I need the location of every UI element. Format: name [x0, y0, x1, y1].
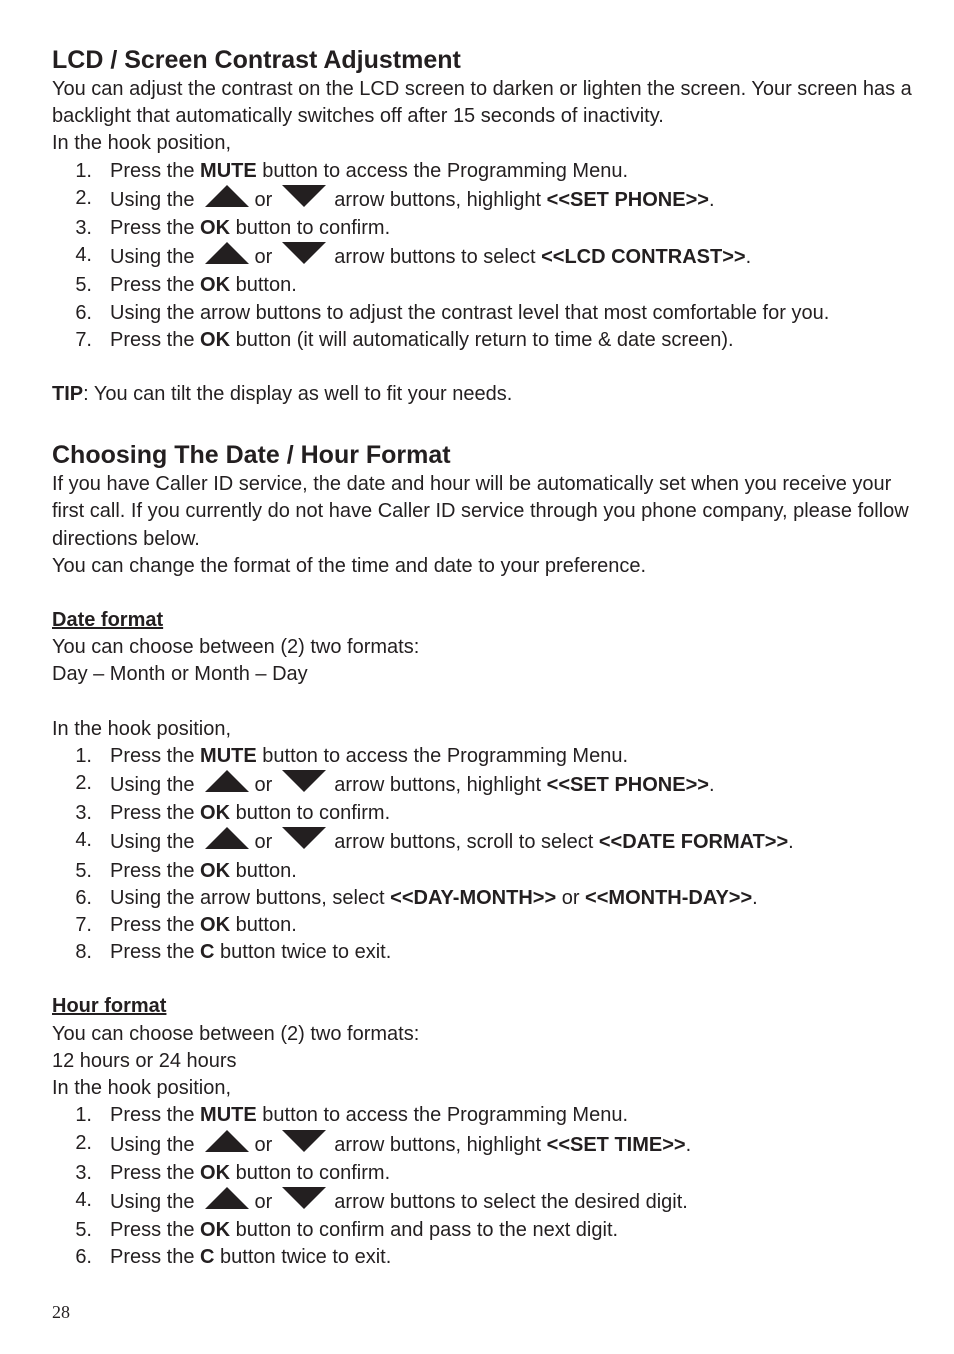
- mute-button-label: MUTE: [200, 744, 257, 767]
- list-item: 6. Using the arrow buttons, select <<DAY-MONTH>> or <<MONTH-DAY>>.: [52, 885, 912, 912]
- step-number: 4.: [75, 1188, 92, 1211]
- date-hour-section-title: Choosing The Date / Hour Format: [52, 441, 451, 470]
- step-number: 6.: [75, 886, 92, 909]
- step-number: 4.: [75, 244, 92, 267]
- list-item: 1. Press the MUTE button to access the Programming Menu.: [52, 1102, 912, 1129]
- list-item: 2. Using the or arrow buttons, highlight <<SET PHONE>>.: [52, 770, 912, 800]
- date-format-menu-label: <<DATE FORMAT>>: [598, 831, 789, 854]
- tip-label: TIP: [52, 383, 84, 406]
- up-arrow-icon: [205, 1187, 249, 1217]
- lcd-contrast-menu-label: <<LCD CONTRAST>>: [541, 246, 746, 269]
- step-number: 2.: [75, 772, 92, 795]
- step-number: 5.: [75, 274, 92, 297]
- hour-format-line-2: 12 hours or 24 hours: [52, 1049, 237, 1072]
- step-number: 4.: [75, 829, 92, 852]
- list-item: 5. Press the OK button to confirm and pass to the next digit.: [52, 1217, 912, 1244]
- step-number: 7.: [75, 328, 92, 351]
- step-number: 2.: [75, 1131, 92, 1154]
- ok-button-label: OK: [200, 274, 231, 297]
- list-item: 6. Using the arrow buttons to adjust the contrast level that most comfortable for you.: [52, 300, 912, 327]
- mute-button-label: MUTE: [200, 159, 257, 182]
- list-item: 3. Press the OK button to confirm.: [52, 215, 912, 242]
- down-arrow-icon: [282, 242, 326, 272]
- c-button-label: C: [200, 1246, 215, 1269]
- list-item: 4. Using the or arrow buttons to select the desired digit.: [52, 1187, 912, 1217]
- down-arrow-icon: [282, 770, 326, 800]
- up-arrow-icon: [205, 185, 249, 215]
- step-number: 3.: [75, 802, 92, 825]
- set-time-menu-label: <<SET TIME>>: [546, 1133, 686, 1156]
- step-number: 3.: [75, 1161, 92, 1184]
- date-format-line-1: You can choose between (2) two formats:: [52, 636, 420, 659]
- step-number: 6.: [75, 301, 92, 324]
- lcd-steps-list: [52, 158, 912, 354]
- set-phone-menu-label: <<SET PHONE>>: [546, 188, 709, 211]
- step-number: 2.: [75, 186, 92, 209]
- step-number: 1.: [75, 744, 92, 767]
- list-item: 7. Press the OK button (it will automatically return to time & date screen).: [52, 327, 912, 354]
- down-arrow-icon: [282, 827, 326, 857]
- down-arrow-icon: [282, 185, 326, 215]
- list-item: 2. Using the or arrow buttons, highlight <<SET TIME>>.: [52, 1130, 912, 1160]
- list-item: 1. Press the MUTE button to access the Programming Menu.: [52, 158, 912, 185]
- hour-format-line-1: You can choose between (2) two formats:: [52, 1022, 420, 1045]
- list-item: 5. Press the OK button.: [52, 272, 912, 299]
- up-arrow-icon: [205, 1130, 249, 1160]
- list-item: 6. Press the C button twice to exit.: [52, 1244, 912, 1271]
- step-number: 5.: [75, 859, 92, 882]
- down-arrow-icon: [282, 1187, 326, 1217]
- ok-button-label: OK: [200, 914, 231, 937]
- up-arrow-icon: [205, 770, 249, 800]
- month-day-option-label: <<MONTH-DAY>>: [585, 886, 753, 909]
- ok-button-label: OK: [200, 859, 231, 882]
- list-item: 3. Press the OK button to confirm.: [52, 800, 912, 827]
- lcd-hook-text: In the hook position,: [52, 132, 232, 155]
- list-item: 3. Press the OK button to confirm.: [52, 1160, 912, 1187]
- list-item: 4. Using the or arrow buttons to select <<LCD CONTRAST>>.: [52, 242, 912, 272]
- lcd-section-title: LCD / Screen Contrast Adjustment: [52, 46, 461, 74]
- step-number: 1.: [75, 159, 92, 182]
- step-number: 8.: [75, 941, 92, 964]
- step-number: 6.: [75, 1246, 92, 1269]
- down-arrow-icon: [282, 1130, 326, 1160]
- hour-format-hook-text: In the hook position,: [52, 1077, 232, 1100]
- page-number: 28: [52, 1302, 70, 1322]
- set-phone-menu-label: <<SET PHONE>>: [546, 774, 709, 797]
- ok-button-label: OK: [200, 1161, 231, 1184]
- c-button-label: C: [200, 941, 215, 964]
- hour-format-heading: Hour format: [52, 995, 167, 1018]
- mute-button-label: MUTE: [200, 1104, 257, 1127]
- day-month-option-label: <<DAY-MONTH>>: [390, 886, 557, 909]
- step-number: 1.: [75, 1104, 92, 1127]
- list-item: 7. Press the OK button.: [52, 912, 912, 939]
- date-format-hook-text: In the hook position,: [52, 717, 232, 740]
- ok-button-label: OK: [200, 217, 231, 240]
- step-number: 7.: [75, 914, 92, 937]
- ok-button-label: OK: [200, 328, 231, 351]
- list-item: 4. Using the or arrow buttons, scroll to select <<DATE FORMAT>>.: [52, 827, 912, 857]
- date-format-steps-list: [52, 743, 912, 967]
- list-item: 1. Press the MUTE button to access the Programming Menu.: [52, 743, 912, 770]
- date-format-line-2: Day – Month or Month – Day: [52, 663, 308, 686]
- lcd-intro: You can adjust the contrast on the LCD screen to darken or lighten the screen. Your screen has a backlight that automatically switches off after 15 seconds of inactivity.: [52, 78, 912, 128]
- date-format-heading: Date format: [52, 609, 164, 632]
- list-item: 5. Press the OK button.: [52, 858, 912, 885]
- step-number: 5.: [75, 1219, 92, 1242]
- date-hour-intro-2: You can change the format of the time and date to your preference.: [52, 554, 647, 577]
- manual-page: [52, 44, 912, 1272]
- step-number: 3.: [75, 217, 92, 240]
- date-hour-intro: If you have Caller ID service, the date and hour will be automatically set when you receive your first call. If you currently do not have Caller ID service through you phone company, please follow directions below.: [52, 473, 909, 550]
- up-arrow-icon: [205, 827, 249, 857]
- ok-button-label: OK: [200, 802, 231, 825]
- tip-text: TIP: You can tilt the display as well to fit your needs.: [52, 383, 513, 406]
- hour-format-steps-list: [52, 1102, 912, 1271]
- up-arrow-icon: [205, 242, 249, 272]
- ok-button-label: OK: [200, 1219, 231, 1242]
- list-item: 8. Press the C button twice to exit.: [52, 939, 912, 966]
- list-item: 2. Using the or arrow buttons, highlight <<SET PHONE>>.: [52, 185, 912, 215]
